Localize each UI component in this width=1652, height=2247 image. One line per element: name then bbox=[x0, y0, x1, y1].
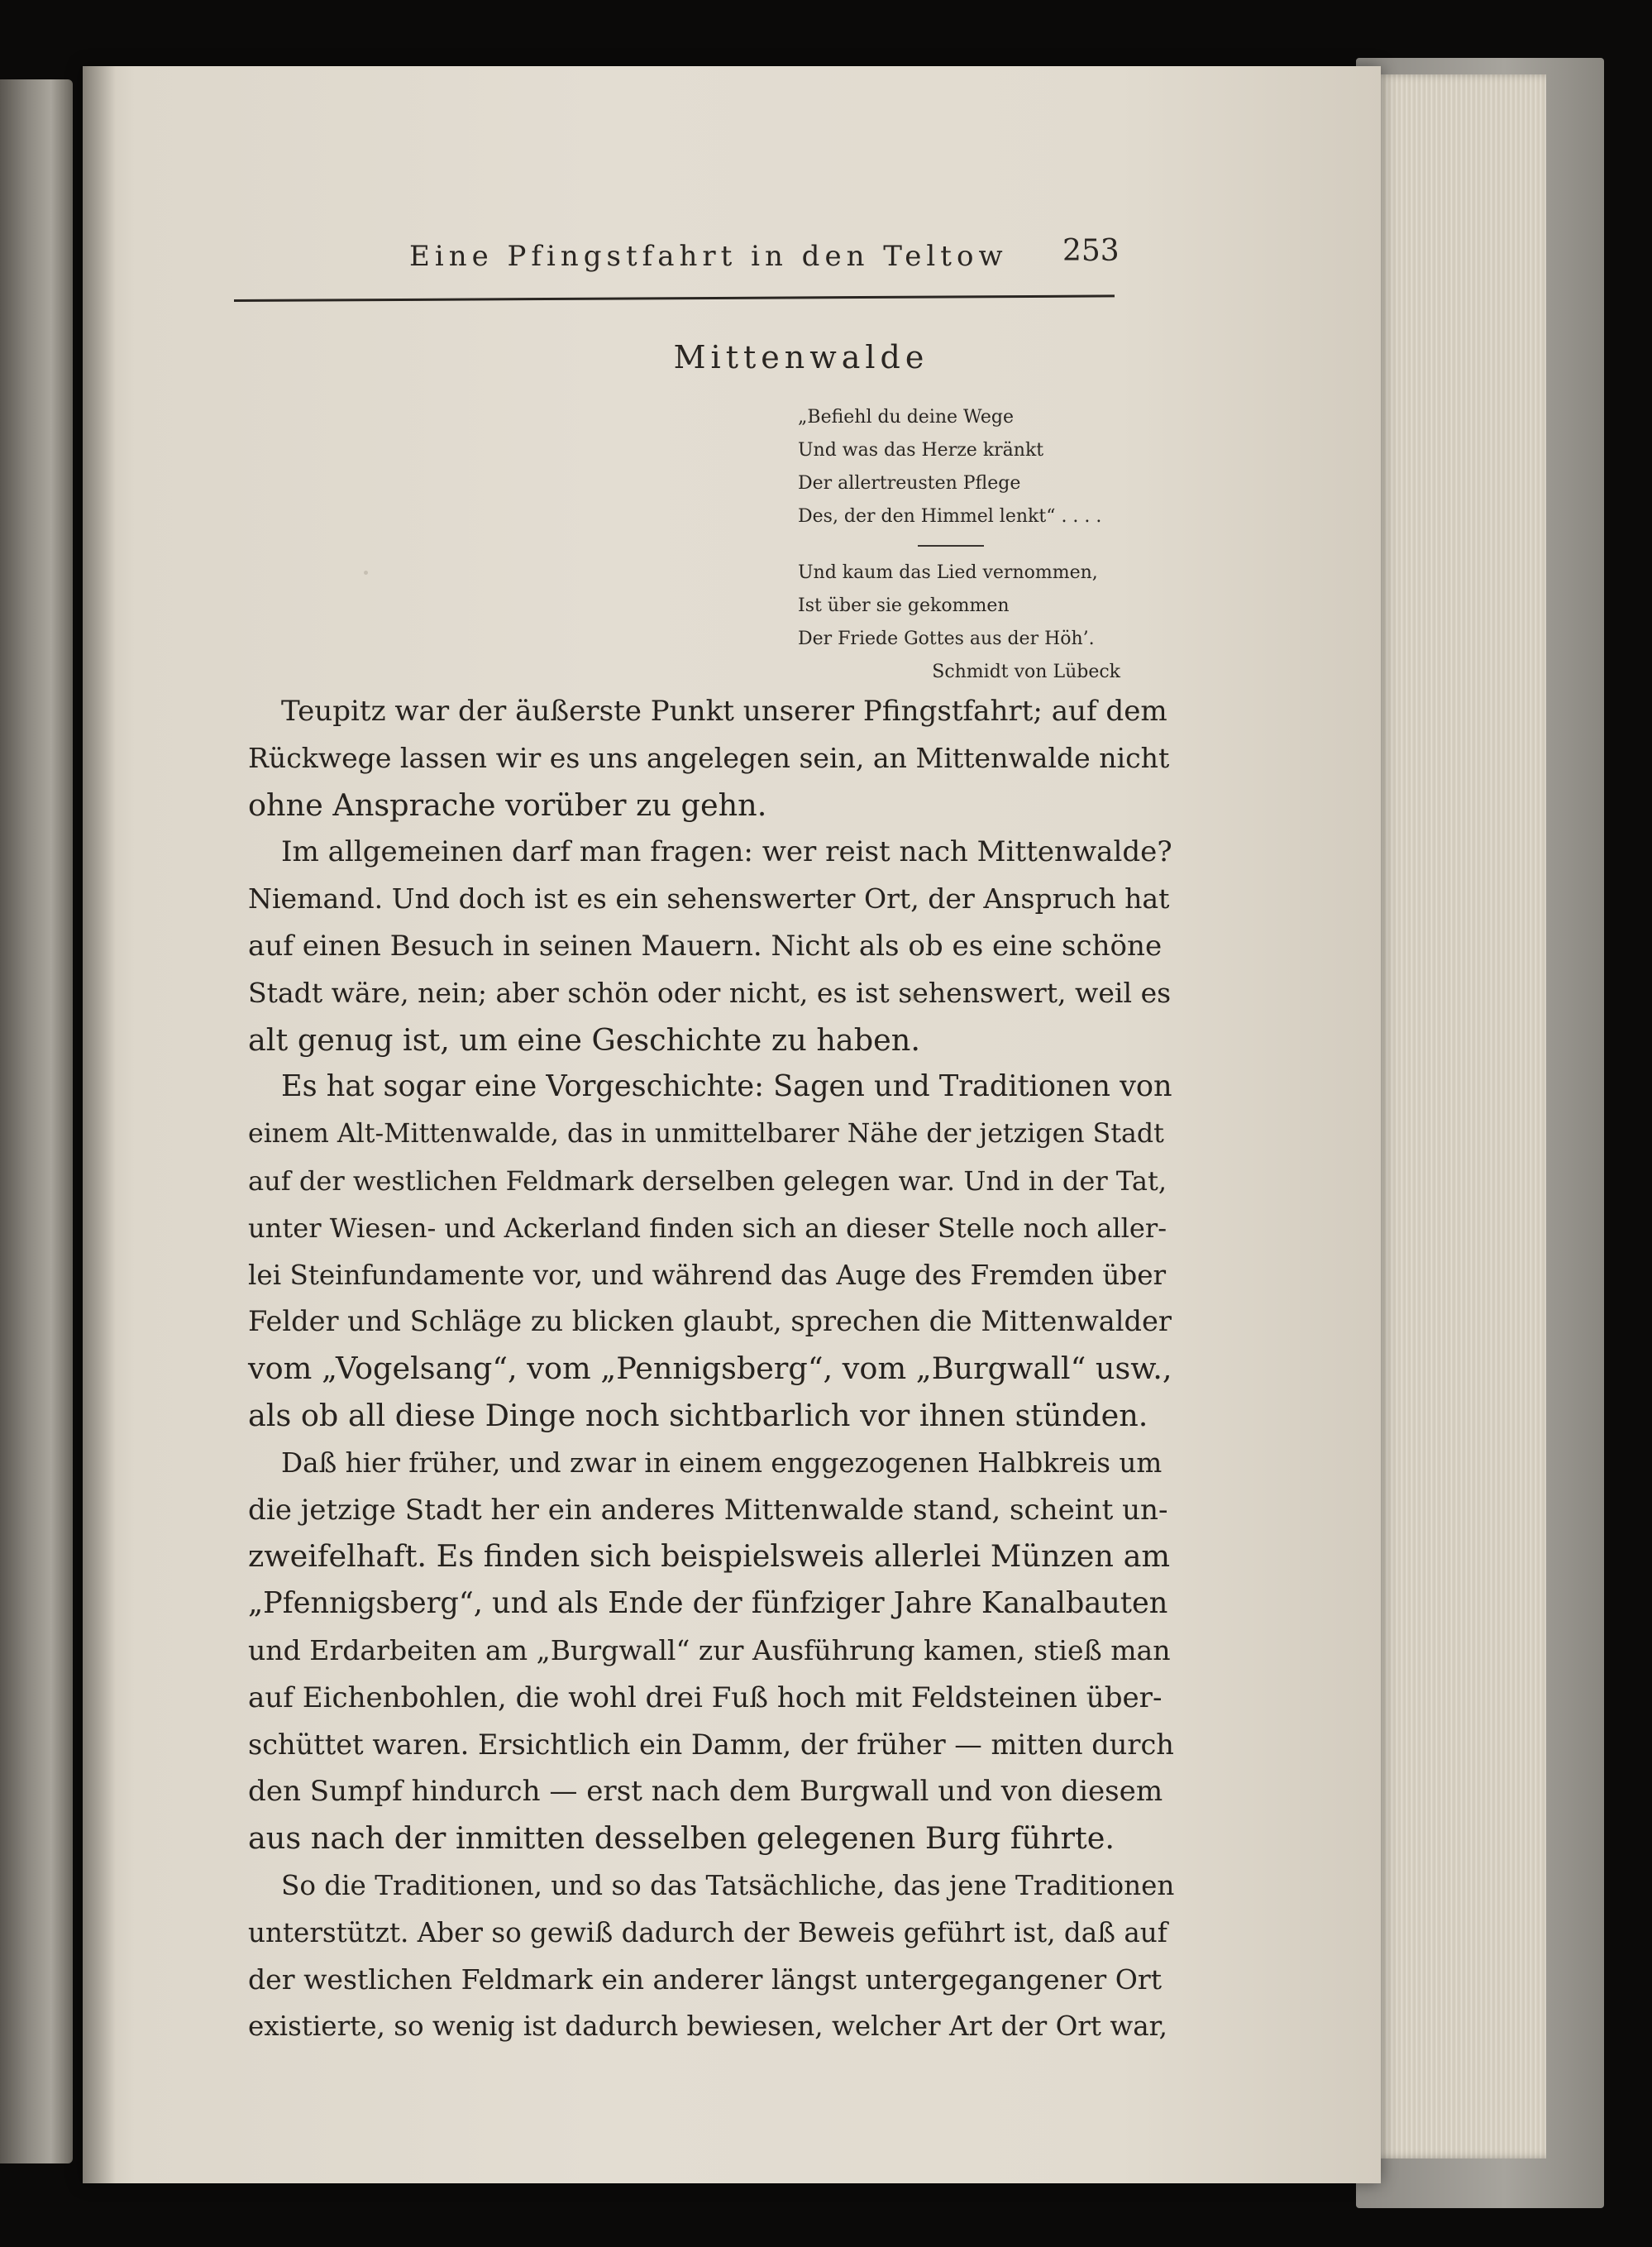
text-line: Felder und Schläge zu blicken glaubt, sprechen die Mittenwalder bbox=[248, 1305, 1172, 1338]
gutter-shadow bbox=[83, 66, 116, 2183]
text-line: auf der westlichen Feldmark derselben gelegen war. Und in der Tat, bbox=[248, 1164, 1167, 1197]
running-head: Eine Pfingstfahrt in den Teltow bbox=[409, 240, 1008, 273]
epigraph-line: Und kaum das Lied vernommen, bbox=[798, 562, 1098, 583]
text-line: als ob all diese Dinge noch sichtbarlich vor ihnen stünden. bbox=[248, 1397, 1148, 1433]
text-line: einem Alt-Mittenwalde, das in unmittelbarer Nähe der jetzigen Stadt bbox=[248, 1119, 1164, 1150]
epigraph-line: Und was das Herze kränkt bbox=[798, 440, 1044, 461]
text-line: aus nach der inmitten desselben gelegenen Burg führte. bbox=[248, 1820, 1115, 1857]
text-line: alt genug ist, um eine Geschichte zu haben. bbox=[248, 1021, 920, 1058]
text-line: und Erdarbeiten am „Burgwall“ zur Ausführung kamen, stieß man bbox=[248, 1633, 1171, 1666]
epigraph bbox=[798, 401, 1145, 689]
text-line: Teupitz war der äußerste Punkt unserer Pfingstfahrt; auf dem bbox=[281, 695, 1167, 728]
body-text bbox=[248, 688, 1174, 2050]
text-line: Stadt wäre, nein; aber schön oder nicht, es ist sehenswert, weil es bbox=[248, 976, 1172, 1009]
epigraph-line: Der allertreusten Pflege bbox=[798, 473, 1021, 494]
page-block-edges bbox=[1373, 74, 1546, 2159]
text-line: Daß hier früher, und zwar in einem enggezogenen Halbkreis um bbox=[281, 1446, 1163, 1479]
text-line: unter Wiesen- und Ackerland finden sich an dieser Stelle noch aller- bbox=[248, 1212, 1167, 1244]
text-line: Rückwege lassen wir es uns angelegen sein, an Mittenwalde nicht bbox=[248, 741, 1170, 774]
text-line: ohne Ansprache vorüber zu gehn. bbox=[248, 786, 767, 823]
text-line: schüttet waren. Ersichtlich ein Damm, der früher — mitten durch bbox=[248, 1728, 1174, 1761]
text-line: vom „Vogelsang“, vom „Pennigsberg“, vom „Burgwall“ usw., bbox=[248, 1351, 1172, 1387]
text-line: Niemand. Und doch ist es ein sehenswerter Ort, der Anspruch hat bbox=[248, 882, 1170, 916]
paper-spot bbox=[910, 992, 918, 1001]
epigraph-divider bbox=[918, 545, 984, 547]
text-line: zweifelhaft. Es finden sich beispielsweis allerlei Münzen am bbox=[248, 1538, 1171, 1575]
text-line: Im allgemeinen darf man fragen: wer reist nach Mittenwalde? bbox=[281, 835, 1172, 869]
text-line: existierte, so wenig ist dadurch bewiesen, welcher Art der Ort war, bbox=[248, 2010, 1167, 2043]
paper-spot bbox=[364, 571, 368, 575]
text-line: der westlichen Feldmark ein anderer längst untergegangener Ort bbox=[248, 1963, 1162, 1996]
text-line: „Pfennigsberg“, und als Ende der fünfziger Jahre Kanalbauten bbox=[248, 1586, 1168, 1621]
text-line: die jetzige Stadt her ein anderes Mittenwalde stand, scheint un- bbox=[248, 1493, 1168, 1527]
text-line: So die Traditionen, und so das Tatsächliche, das jene Traditionen bbox=[281, 1869, 1175, 1901]
epigraph-line: Ist über sie gekommen bbox=[798, 595, 1010, 616]
text-line: unterstützt. Aber so gewiß dadurch der Beweis geführt ist, daß auf bbox=[248, 1916, 1167, 1948]
page-number: 253 bbox=[1062, 234, 1120, 268]
epigraph-line: „Befiehl du deine Wege bbox=[798, 407, 1014, 428]
facing-page-edge bbox=[0, 79, 73, 2163]
section-title: Mittenwalde bbox=[673, 339, 929, 375]
epigraph-attribution: Schmidt von Lübeck bbox=[932, 662, 1120, 682]
text-line: auf Eichenbohlen, die wohl drei Fuß hoch mit Feldsteinen über- bbox=[248, 1680, 1163, 1714]
text-line: auf einen Besuch in seinen Mauern. Nicht als ob es eine schöne bbox=[248, 929, 1163, 963]
text-line: den Sumpf hindurch — erst nach dem Burgwall und von diesem bbox=[248, 1775, 1163, 1809]
text-line: lei Steinfundamente vor, und während das Auge des Fremden über bbox=[248, 1259, 1167, 1291]
text-line: Es hat sogar eine Vorgeschichte: Sagen und Traditionen von bbox=[281, 1069, 1172, 1104]
epigraph-line: Der Friede Gottes aus der Höh’. bbox=[798, 629, 1095, 649]
epigraph-line: Des, der den Himmel lenkt“ . . . . bbox=[798, 506, 1102, 527]
